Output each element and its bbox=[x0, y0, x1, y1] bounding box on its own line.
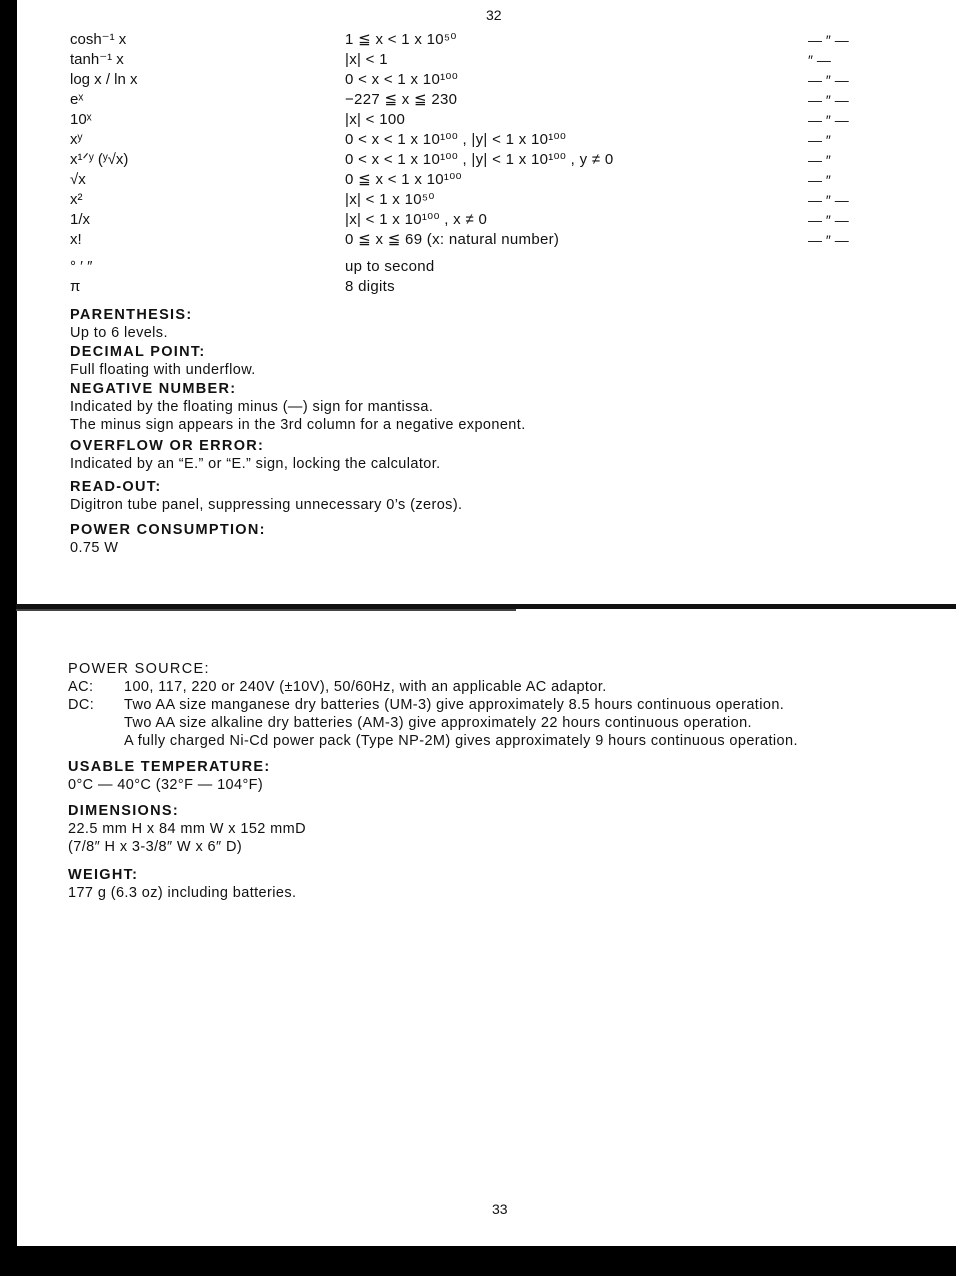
input-range: 0 < x < 1 x 10¹⁰⁰ , |y| < 1 x 10¹⁰⁰ bbox=[345, 131, 567, 148]
function-name: 10ˣ bbox=[70, 111, 92, 128]
spec-heading: OVERFLOW OR ERROR: bbox=[70, 438, 265, 454]
spec-section bbox=[68, 866, 928, 902]
spec-section bbox=[68, 802, 928, 856]
input-range: 0 < x < 1 x 10¹⁰⁰ , |y| < 1 x 10¹⁰⁰ , y ≠ 0 bbox=[345, 151, 614, 168]
input-range: |x| < 100 bbox=[345, 111, 406, 128]
spec-text: 0°C — 40°C (32°F — 104°F) bbox=[68, 777, 264, 793]
scan-edge-bottom bbox=[0, 1246, 956, 1276]
accuracy-ditto: — ″ — bbox=[808, 212, 849, 228]
spec-heading: DECIMAL POINT: bbox=[70, 344, 206, 360]
spec-text: Digitron tube panel, suppressing unnecessary 0’s (zeros). bbox=[70, 497, 463, 513]
spec-heading: DIMENSIONS: bbox=[68, 803, 179, 819]
spec-text: (7/8″ H x 3-3/8″ W x 6″ D) bbox=[68, 839, 243, 855]
dc-text-3: A fully charged Ni-Cd power pack (Type NP-2M) gives approximately 9 hours continuous operation. bbox=[124, 733, 798, 749]
accuracy-ditto: — ″ bbox=[808, 132, 831, 148]
function-name: tanh⁻¹ x bbox=[70, 51, 124, 68]
ac-row bbox=[68, 678, 928, 696]
function-name: log x / ln x bbox=[70, 71, 138, 88]
input-range: |x| < 1 x 10¹⁰⁰ , x ≠ 0 bbox=[345, 211, 488, 228]
accuracy-ditto: — ″ bbox=[808, 152, 831, 168]
power-source-section bbox=[68, 660, 928, 750]
function-name: x! bbox=[70, 231, 82, 248]
input-range: −227 ≦ x ≦ 230 bbox=[345, 91, 458, 108]
specs-bottom bbox=[68, 758, 928, 902]
accuracy-ditto: — ″ — bbox=[808, 92, 849, 108]
spec-text: Full floating with underflow. bbox=[70, 362, 256, 378]
input-range: |x| < 1 x 10⁵⁰ bbox=[345, 191, 435, 208]
input-range: 0 ≦ x < 1 x 10¹⁰⁰ bbox=[345, 171, 462, 188]
spec-heading: NEGATIVE NUMBER: bbox=[70, 381, 237, 397]
spec-heading: READ-OUT: bbox=[70, 479, 162, 495]
function-name: π bbox=[70, 278, 81, 295]
input-range: 8 digits bbox=[345, 278, 395, 295]
specs-top bbox=[70, 306, 690, 557]
function-name: cosh⁻¹ x bbox=[70, 31, 127, 48]
spec-section bbox=[70, 437, 690, 473]
input-range: 0 < x < 1 x 10¹⁰⁰ bbox=[345, 71, 459, 88]
spec-text: Up to 6 levels. bbox=[70, 325, 168, 341]
dc-text-1: Two AA size manganese dry batteries (UM-3) give approximately 8.5 hours continuous operation. bbox=[124, 697, 785, 713]
page-number-bottom: 33 bbox=[492, 1201, 508, 1217]
spec-section bbox=[70, 380, 690, 434]
accuracy-ditto: — ″ — bbox=[808, 192, 849, 208]
spec-text: 177 g (6.3 oz) including batteries. bbox=[68, 885, 297, 901]
spec-text: Indicated by an “E.” or “E.” sign, locking the calculator. bbox=[70, 456, 441, 472]
function-name: x¹ᐟʸ (ʸ√x) bbox=[70, 151, 129, 168]
accuracy-ditto: — ″ — bbox=[808, 112, 849, 128]
function-name: eˣ bbox=[70, 91, 84, 108]
ac-text: 100, 117, 220 or 240V (±10V), 50/60Hz, with an applicable AC adaptor. bbox=[124, 679, 607, 695]
spec-section bbox=[70, 521, 690, 557]
accuracy-ditto: — ″ — bbox=[808, 72, 849, 88]
spec-section bbox=[68, 758, 928, 794]
dc-label: DC: bbox=[68, 697, 95, 713]
spec-section bbox=[70, 343, 690, 379]
input-range: 0 ≦ x ≦ 69 (x: natural number) bbox=[345, 231, 560, 248]
function-name: x² bbox=[70, 191, 83, 208]
dc-row bbox=[68, 696, 928, 714]
spec-heading: USABLE TEMPERATURE: bbox=[68, 759, 271, 775]
scan-edge-left bbox=[0, 0, 17, 1276]
spec-section bbox=[70, 478, 690, 514]
accuracy-ditto: — ″ — bbox=[808, 32, 849, 48]
function-name: xʸ bbox=[70, 131, 83, 148]
accuracy-ditto: — ″ bbox=[808, 172, 831, 188]
input-range: |x| < 1 bbox=[345, 51, 388, 68]
spec-text: 22.5 mm H x 84 mm W x 152 mmD bbox=[68, 821, 306, 837]
dc-row-3 bbox=[68, 732, 928, 750]
spec-text: Indicated by the floating minus (—) sign for mantissa. bbox=[70, 399, 434, 415]
input-range: 1 ≦ x < 1 x 10⁵⁰ bbox=[345, 31, 457, 48]
function-name: ° ′ ″ bbox=[70, 258, 93, 275]
accuracy-ditto: ″ — bbox=[808, 52, 831, 68]
spec-heading: PARENTHESIS: bbox=[70, 307, 193, 323]
spec-section bbox=[70, 306, 690, 342]
page-divider-shadow bbox=[16, 609, 516, 611]
function-name: √x bbox=[70, 171, 86, 188]
spec-text: 0.75 W bbox=[70, 540, 119, 556]
input-range: up to second bbox=[345, 258, 435, 275]
page-number-top: 32 bbox=[486, 7, 502, 23]
spec-heading: WEIGHT: bbox=[68, 867, 139, 883]
dc-text-2: Two AA size alkaline dry batteries (AM-3) give approximately 22 hours continuous operation. bbox=[124, 715, 752, 731]
dc-row-2 bbox=[68, 714, 928, 732]
function-name: 1/x bbox=[70, 211, 91, 228]
ac-label: AC: bbox=[68, 679, 94, 695]
spec-text: The minus sign appears in the 3rd column for a negative exponent. bbox=[70, 417, 526, 433]
power-source-heading: POWER SOURCE: bbox=[68, 661, 210, 677]
accuracy-ditto: — ″ — bbox=[808, 232, 849, 248]
spec-heading: POWER CONSUMPTION: bbox=[70, 522, 266, 538]
